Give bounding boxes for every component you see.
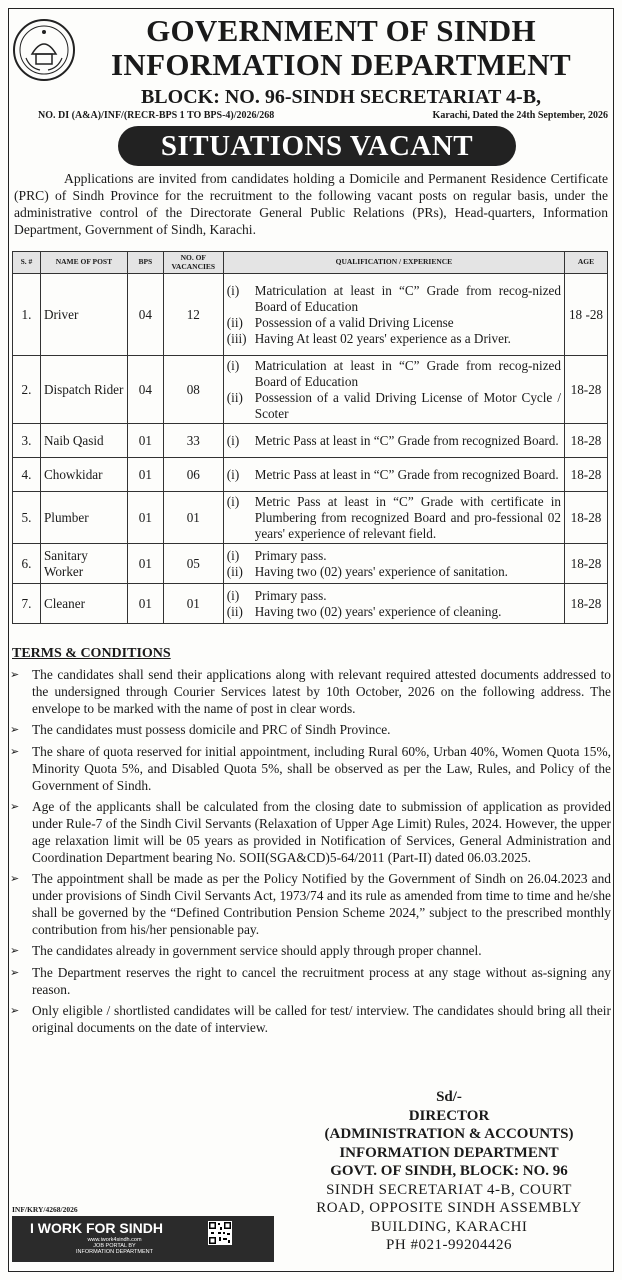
qualification-numeral: (i)	[226, 493, 240, 509]
qualification-text: Possession of a valid Driving License of Motor Cycle / Scoter	[254, 389, 561, 421]
cell-bps: 04	[127, 274, 163, 356]
arrow-bullet-icon: ➢	[10, 967, 20, 979]
signature-phone: PH #021-99204426	[386, 1237, 512, 1253]
qualification-text: Metric Pass at least in “C” Grade from recognized Board.	[254, 466, 559, 482]
col-sno-header: S. #	[13, 252, 41, 274]
work-for-sindh-banner	[12, 1216, 274, 1262]
work-for-sindh-url: www.iwork4sindh.com	[87, 1237, 142, 1243]
term-item	[10, 1002, 611, 1036]
qr-code-icon	[208, 1221, 232, 1245]
qualification-item	[227, 433, 561, 449]
qualification-numeral: (ii)	[226, 603, 243, 619]
cell-bps: 01	[127, 544, 163, 584]
term-item	[10, 964, 611, 998]
cell-qualification	[223, 274, 564, 356]
cell-vacancies: 33	[163, 424, 223, 458]
qualification-text: Matriculation at least in “C” Grade from recog-nized Board of Education	[254, 357, 561, 389]
cell-qualification	[223, 356, 564, 424]
qualification-item	[227, 588, 561, 604]
signature-department: INFORMATION DEPARTMENT	[339, 1144, 559, 1161]
qualification-numeral: (ii)	[226, 314, 243, 330]
qualification-item	[227, 494, 561, 542]
cell-post: Chowkidar	[40, 458, 127, 492]
qualification-numeral: (i)	[226, 587, 240, 603]
qualification-text: Possession of a valid Driving License	[254, 314, 454, 330]
term-text: Age of the applicants shall be calculated from the closing date to submission of application as provided under Rule-7 of the Sindh Civil Servants (Relaxation of Upper Age Limit) Rules, 2024. However, the upper age relaxation limit will be 05 years as provided in Notification of Services, General Administration and Coordination Department bearing No. SOII(SGA&CD)5-64/2011 (Part-II) dated 06.03.2025.	[32, 799, 611, 865]
cell-bps: 01	[127, 424, 163, 458]
term-text: The Department reserves the right to cancel the recruitment process at any stage without as-signing any reason.	[32, 965, 611, 997]
qualification-item	[227, 390, 561, 422]
inf-reference: INF/KRY/4268/2026	[12, 1205, 78, 1214]
signature-address-1: SINDH SECRETARIAT 4-B, COURT	[326, 1181, 572, 1198]
qualification-item	[227, 467, 561, 483]
cell-age: 18-28	[565, 424, 608, 458]
cell-age: 18-28	[565, 544, 608, 584]
arrow-bullet-icon: ➢	[10, 724, 20, 736]
header-government: GOVERNMENT OF SINDH	[146, 13, 536, 48]
signature-address-2: ROAD, OPPOSITE SINDH ASSEMBLY	[316, 1200, 582, 1216]
arrow-bullet-icon: ➢	[10, 801, 20, 813]
cell-post: Naib Qasid	[40, 424, 127, 458]
qualification-item	[227, 283, 561, 315]
qualification-item	[227, 548, 561, 564]
col-bps-header: BPS	[127, 252, 163, 274]
cell-bps: 04	[127, 356, 163, 424]
qualification-text: Having two (02) years' experience of cleaning.	[254, 603, 502, 619]
qualification-item	[227, 604, 561, 620]
cell-sno: 7.	[13, 584, 41, 624]
term-item	[10, 870, 611, 938]
qualification-text: Having two (02) years' experience of sanitation.	[254, 563, 508, 579]
qualification-text: Metric Pass at least in “C” Grade with certificate in Plumbering from recognized Board and pro-fessional 02 years' experience of relevant field.	[254, 493, 561, 541]
cell-vacancies: 12	[163, 274, 223, 356]
qualification-text: Metric Pass at least in “C” Grade from recognized Board.	[254, 432, 559, 448]
cell-age: 18-28	[565, 458, 608, 492]
qualification-text: Having At least 02 years' experience as a Driver.	[254, 330, 511, 346]
arrow-bullet-icon: ➢	[10, 746, 20, 758]
cell-sno: 2.	[13, 356, 41, 424]
col-post-header: NAME OF POST	[40, 252, 127, 274]
arrow-bullet-icon: ➢	[10, 945, 20, 957]
issue-date: Karachi, Dated the 24th September, 2026	[432, 110, 608, 121]
cell-qualification	[223, 544, 564, 584]
term-item	[10, 942, 611, 960]
vacancy-table	[12, 251, 608, 624]
term-text: The share of quota reserved for initial appointment, including Rural 60%, Urban 40%, Women Quota 15%, Minority Quota 5%, and Disabled Quota 5%, shall be observed as per the Law, Rules, and Policy of the Government of Sindh.	[32, 744, 611, 793]
reference-line	[38, 110, 608, 121]
qualification-numeral: (i)	[226, 466, 240, 482]
term-item	[10, 666, 611, 717]
term-item	[10, 721, 611, 739]
qualification-numeral: (i)	[226, 282, 240, 298]
cell-sno: 5.	[13, 492, 41, 544]
term-text: The candidates must possess domicile and PRC of Sindh Province.	[32, 722, 391, 737]
signature-office: (ADMINISTRATION & ACCOUNTS)	[324, 1126, 574, 1142]
cell-bps: 01	[127, 584, 163, 624]
qualification-numeral: (ii)	[226, 563, 243, 579]
cell-age: 18 -28	[565, 274, 608, 356]
table-row	[13, 584, 608, 624]
term-text: The candidates shall send their applications along with relevant required attested documents addressed to the undersigned through Courier Services latest by 10th October, 2026 on the following address. The envelope to be marked with the name of post in clear words.	[32, 667, 611, 716]
cell-sno: 4.	[13, 458, 41, 492]
arrow-bullet-icon: ➢	[10, 1005, 20, 1017]
cell-vacancies: 05	[163, 544, 223, 584]
qualification-numeral: (i)	[226, 547, 240, 563]
signature-address-3: BUILDING, KARACHI	[370, 1218, 528, 1235]
arrow-bullet-icon: ➢	[10, 669, 20, 681]
cell-post: Sanitary Worker	[40, 544, 127, 584]
col-qualification-header: QUALIFICATION / EXPERIENCE	[223, 252, 564, 274]
qualification-text: Primary pass.	[254, 587, 327, 603]
qualification-item	[227, 315, 561, 331]
signature-title: DIRECTOR	[408, 1107, 490, 1124]
signature-sd: Sd/-	[436, 1089, 462, 1105]
cell-post: Cleaner	[40, 584, 127, 624]
cell-post: Plumber	[40, 492, 127, 544]
cell-qualification	[223, 584, 564, 624]
table-row	[13, 458, 608, 492]
cell-sno: 1.	[13, 274, 41, 356]
cell-bps: 01	[127, 492, 163, 544]
work-for-sindh-info	[42, 1237, 187, 1256]
qualification-numeral: (iii)	[226, 330, 247, 346]
terms-list	[10, 666, 611, 1040]
cell-vacancies: 01	[163, 492, 223, 544]
cell-post: Dispatch Rider	[40, 356, 127, 424]
table-row	[13, 544, 608, 584]
qualification-numeral: (i)	[226, 357, 240, 373]
qualification-item	[227, 358, 561, 390]
qualification-numeral: (i)	[226, 432, 240, 448]
term-item	[10, 743, 611, 794]
work-for-sindh-brand: I WORK FOR SINDH	[30, 1220, 163, 1236]
cell-vacancies: 01	[163, 584, 223, 624]
reference-number: NO. DI (A&A)/INF/(RECR-BPS 1 TO BPS-4)/2026/268	[38, 110, 275, 121]
arrow-bullet-icon: ➢	[10, 873, 20, 885]
qualification-item	[227, 331, 561, 347]
table-row	[13, 492, 608, 544]
qualification-item	[227, 564, 561, 580]
col-vacancies-header: NO. OF VACANCIES	[163, 252, 223, 274]
terms-heading: TERMS & CONDITIONS	[12, 646, 171, 661]
cell-bps: 01	[127, 458, 163, 492]
cell-age: 18-28	[565, 492, 608, 544]
cell-vacancies: 08	[163, 356, 223, 424]
table-row	[13, 356, 608, 424]
signature-govt: GOVT. OF SINDH, BLOCK: NO. 96	[330, 1163, 568, 1179]
header-address: BLOCK: NO. 96-SINDH SECRETARIAT 4-B,	[140, 86, 542, 108]
cell-qualification	[223, 424, 564, 458]
situations-vacant-banner: SITUATIONS VACANT	[118, 126, 516, 166]
cell-sno: 6.	[13, 544, 41, 584]
term-text: Only eligible / shortlisted candidates will be called for test/ interview. The candidates should bring all their original documents on the date of interview.	[32, 1003, 611, 1035]
intro-paragraph: Applications are invited from candidates holding a Domicile and Permanent Residence Certificate (PRC) of Sindh Province for the recruitment to the following vacant posts on regular basis, under the administrative control of the Directorate General Public Relations (PRs), Head-quarters, Information Department, Government of Sindh, Karachi.	[14, 171, 608, 237]
term-text: The appointment shall be made as per the Policy Notified by the Government of Sindh on 26.04.2023 and under provisions of Sindh Civil Servants Act, 1973/74 and its rule as amended from time to time and he/she shall be governed by the “Defined Contribution Pension Scheme 2024,” subject to the prescribed monthly contribution from his/her pensionable pay.	[32, 871, 611, 937]
cell-qualification	[223, 492, 564, 544]
qualification-numeral: (ii)	[226, 389, 243, 405]
cell-qualification	[223, 458, 564, 492]
term-item	[10, 798, 611, 866]
term-text: The candidates already in government service should apply through proper channel.	[32, 943, 482, 958]
header-department: INFORMATION DEPARTMENT	[111, 47, 571, 82]
table-row	[13, 274, 608, 356]
qualification-text: Matriculation at least in “C” Grade from recog-nized Board of Education	[254, 282, 561, 314]
qualification-text: Primary pass.	[254, 547, 327, 563]
table-header-row	[13, 252, 608, 274]
col-age-header: AGE	[565, 252, 608, 274]
cell-vacancies: 06	[163, 458, 223, 492]
cell-age: 18-28	[565, 584, 608, 624]
signature-block	[280, 1088, 618, 1255]
cell-age: 18-28	[565, 356, 608, 424]
table-row	[13, 424, 608, 458]
work-for-sindh-portal-1: JOB PORTAL BY	[93, 1243, 136, 1250]
cell-sno: 3.	[13, 424, 41, 458]
cell-post: Driver	[40, 274, 127, 356]
work-for-sindh-portal-2: INFORMATION DEPARTMENT	[76, 1249, 153, 1256]
